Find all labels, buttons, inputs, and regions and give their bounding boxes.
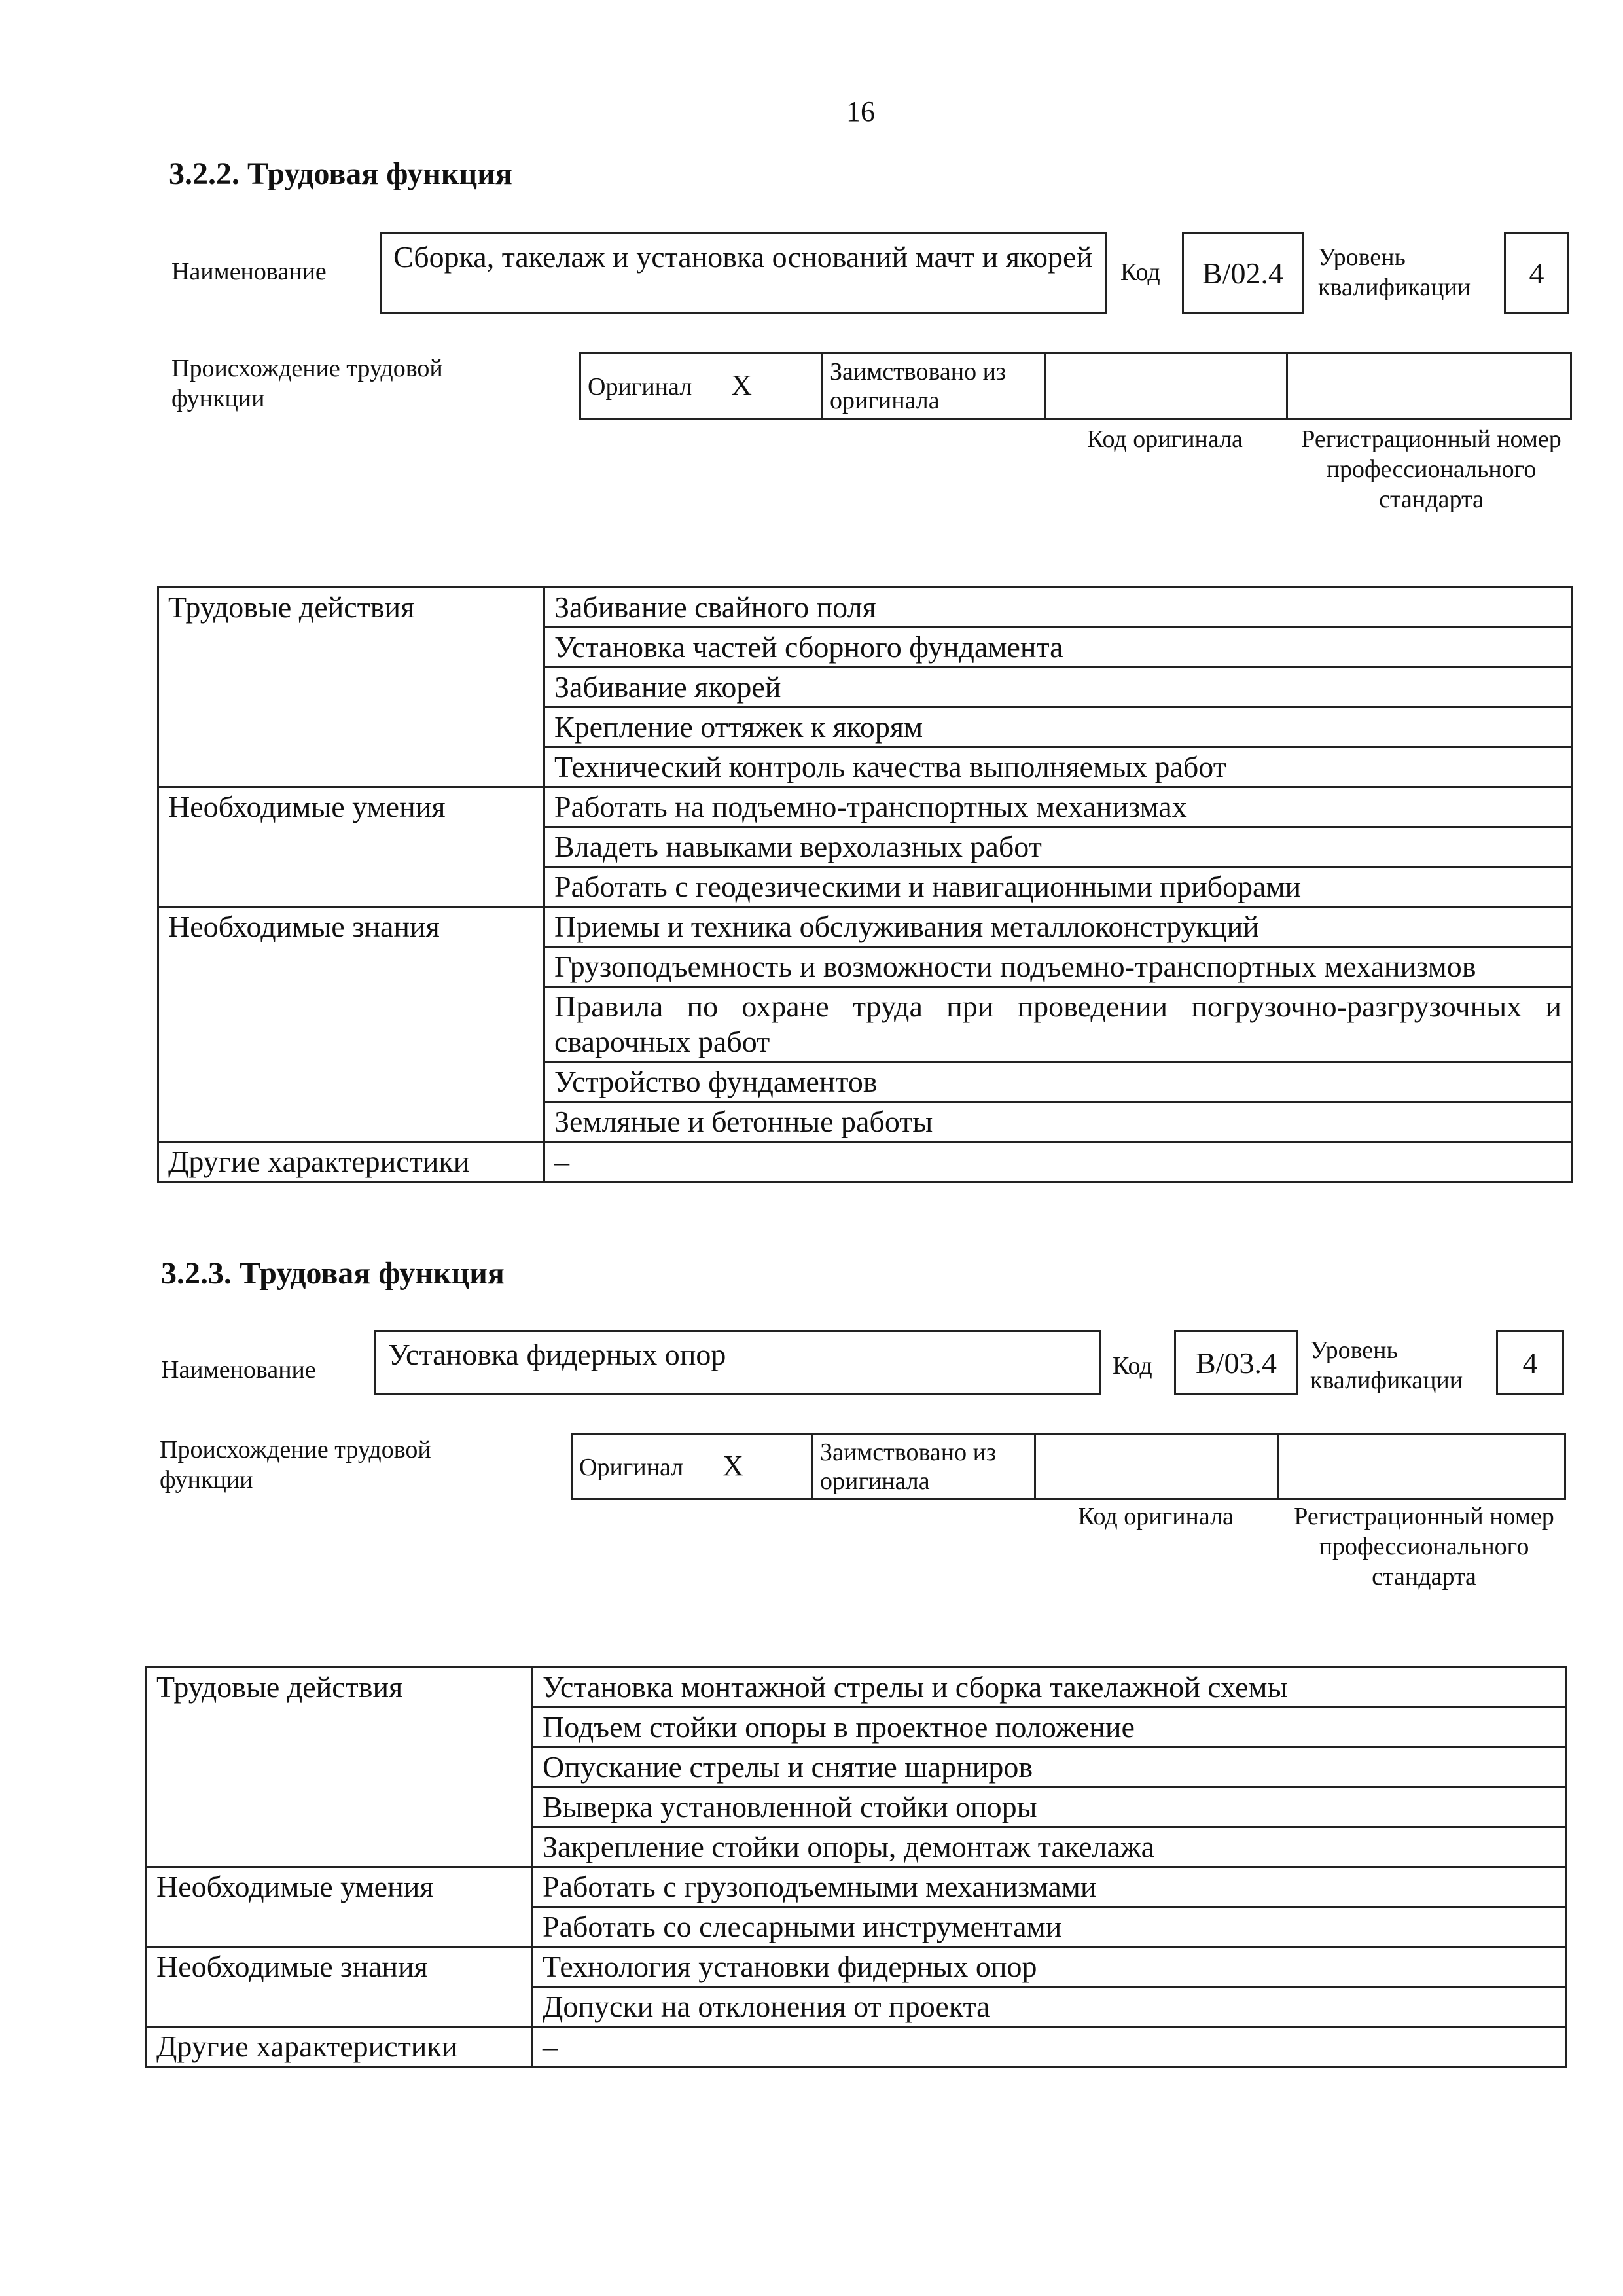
knowledge-item: Приемы и техника обслуживания металлоконструкций bbox=[544, 907, 1572, 947]
actions-header: Трудовые действия bbox=[147, 1668, 533, 1867]
original-code-cell bbox=[1045, 353, 1287, 420]
action-item: Закрепление стойки опоры, демонтаж такелажа bbox=[533, 1827, 1567, 1867]
function-name: Сборка, такелаж и установка оснований мачт и якорей bbox=[393, 240, 1093, 274]
original-cell: Оригинал X bbox=[580, 353, 823, 420]
origin-label: Происхождение трудовой функции bbox=[171, 355, 443, 412]
level-value: 4 bbox=[1522, 1346, 1538, 1380]
section-title: 3.2.2. Трудовая функция bbox=[169, 156, 512, 191]
level-value: 4 bbox=[1529, 256, 1544, 290]
other-header: Другие характеристики bbox=[147, 2027, 533, 2067]
reg-number-cell bbox=[1279, 1435, 1565, 1499]
origin-label: Происхождение трудовой функции bbox=[160, 1436, 431, 1494]
code-value: B/02.4 bbox=[1202, 256, 1283, 290]
original-mark: X bbox=[731, 369, 752, 401]
action-item: Установка монтажной стрелы и сборка такелажной схемы bbox=[533, 1668, 1567, 1708]
page-number: 16 bbox=[846, 96, 875, 128]
section-title: 3.2.3. Трудовая функция bbox=[161, 1256, 505, 1291]
original-code-cell bbox=[1035, 1435, 1279, 1499]
code-original-label: Код оригинала bbox=[1087, 425, 1243, 453]
level-label: Уровень квалификации bbox=[1310, 1336, 1463, 1394]
knowledge-item: Правила по охране труда при проведении погрузочно-разгрузочных и сварочных работ bbox=[544, 987, 1572, 1062]
skill-item: Работать с грузоподъемными механизмами bbox=[533, 1867, 1567, 1907]
code-box bbox=[1182, 232, 1304, 314]
original-cell: Оригинал X bbox=[572, 1435, 813, 1499]
action-item: Крепление оттяжек к якорям bbox=[544, 708, 1572, 747]
level-label: Уровень квалификации bbox=[1318, 243, 1471, 301]
skills-header: Необходимые умения bbox=[158, 787, 544, 907]
code-value: B/03.4 bbox=[1196, 1346, 1277, 1380]
function-table bbox=[145, 1666, 1567, 2068]
code-box bbox=[1174, 1330, 1298, 1395]
level-box bbox=[1504, 232, 1569, 314]
reg-number-label: Регистрационный номер профессионального стандарта bbox=[1294, 1503, 1554, 1590]
action-item: Выверка установленной стойки опоры bbox=[533, 1787, 1567, 1827]
action-item: Подъем стойки опоры в проектное положение bbox=[533, 1708, 1567, 1748]
skill-item: Работать со слесарными инструментами bbox=[533, 1907, 1567, 1947]
origin-table bbox=[579, 352, 1572, 420]
skill-item: Владеть навыками верхолазных работ bbox=[544, 827, 1572, 867]
borrowed-cell: Заимствовано из оригинала bbox=[813, 1435, 1035, 1499]
action-item: Установка частей сборного фундамента bbox=[544, 628, 1572, 668]
reg-number-label: Регистрационный номер профессионального стандарта bbox=[1301, 425, 1561, 513]
function-name-box bbox=[380, 232, 1107, 314]
reg-number-cell bbox=[1287, 353, 1571, 420]
code-label: Код bbox=[1113, 1352, 1152, 1380]
knowledge-item: Земляные и бетонные работы bbox=[544, 1102, 1572, 1142]
other-header: Другие характеристики bbox=[158, 1142, 544, 1182]
function-name-box bbox=[374, 1330, 1101, 1395]
knowledge-item: Устройство фундаментов bbox=[544, 1062, 1572, 1102]
action-item: Забивание свайного поля bbox=[544, 588, 1572, 628]
actions-header: Трудовые действия bbox=[158, 588, 544, 787]
action-item: Забивание якорей bbox=[544, 668, 1572, 708]
skill-item: Работать с геодезическими и навигационными приборами bbox=[544, 867, 1572, 907]
action-item: Технический контроль качества выполняемых работ bbox=[544, 747, 1572, 787]
level-box bbox=[1496, 1330, 1564, 1395]
knowledge-item: Грузоподъемность и возможности подъемно-транспортных механизмов bbox=[544, 947, 1572, 987]
original-mark: X bbox=[722, 1450, 743, 1482]
knowledge-item: Допуски на отклонения от проекта bbox=[533, 1987, 1567, 2027]
function-table bbox=[157, 586, 1573, 1183]
name-label: Наименование bbox=[171, 258, 327, 285]
origin-table bbox=[571, 1433, 1566, 1500]
other-value: – bbox=[544, 1142, 1572, 1182]
name-label: Наименование bbox=[161, 1356, 316, 1384]
knowledge-header: Необходимые знания bbox=[147, 1947, 533, 2027]
action-item: Опускание стрелы и снятие шарниров bbox=[533, 1748, 1567, 1787]
function-name: Установка фидерных опор bbox=[388, 1338, 726, 1371]
other-value: – bbox=[533, 2027, 1567, 2067]
code-original-label: Код оригинала bbox=[1078, 1503, 1234, 1530]
skills-header: Необходимые умения bbox=[147, 1867, 533, 1947]
code-label: Код bbox=[1120, 259, 1160, 286]
knowledge-item: Технология установки фидерных опор bbox=[533, 1947, 1567, 1987]
skill-item: Работать на подъемно-транспортных механизмах bbox=[544, 787, 1572, 827]
borrowed-cell: Заимствовано из оригинала bbox=[823, 353, 1045, 420]
knowledge-header: Необходимые знания bbox=[158, 907, 544, 1142]
